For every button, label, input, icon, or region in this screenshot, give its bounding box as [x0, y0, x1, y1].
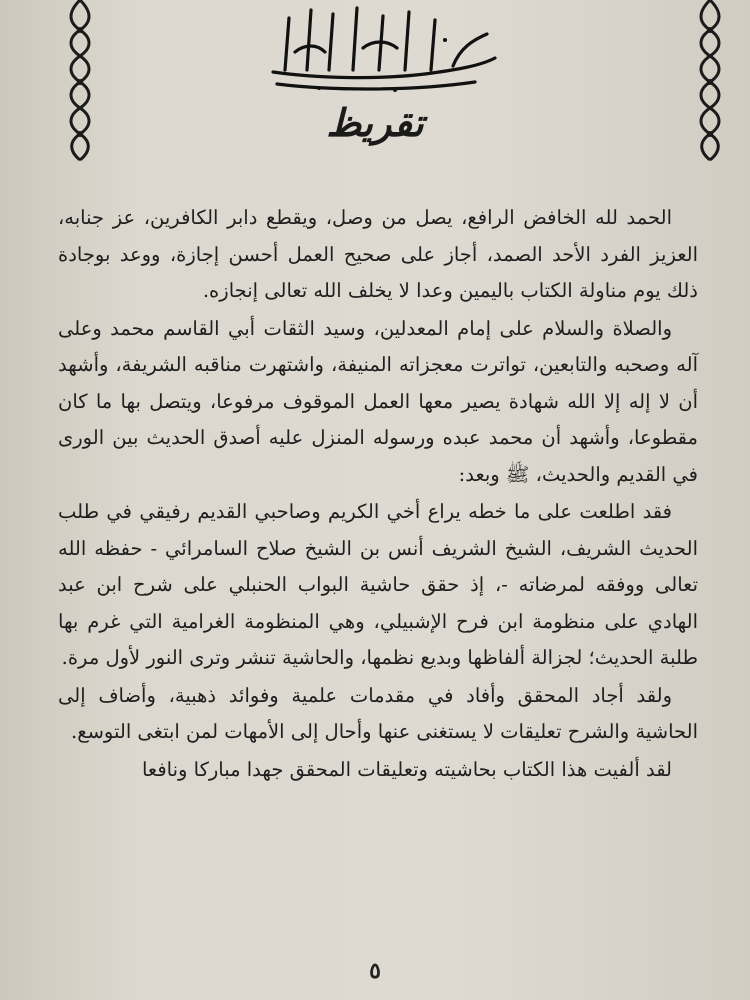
paragraph: ولقد أجاد المحقق وأفاد في مقدمات علمية وفوائد ذهبية، وأضاف إلى الحاشية والشرح تعليقات لا يستغنى عنها وأحال إلى الأمهات لمن ابتغى التوسع.	[58, 683, 698, 743]
paragraph: الحمد لله الخافض الرافع، يصل من وصل، ويقطع دابر الكافرين، عز جنابه، العزيز الفرد الأحد الصمد، أجاز على صحيح العمل أحسن إجازة، ووعد بوجادة ذلك يوم مناولة الكتاب باليمين وعدا لا يخلف الله تعالى إنجازه.	[58, 206, 698, 302]
basmala-calligraphy	[255, 0, 505, 95]
border-ornament-left	[60, 0, 100, 165]
page-number: ٥	[369, 958, 381, 984]
section-heading: تقريظ	[326, 99, 424, 145]
paragraph: والصلاة والسلام على إمام المعدلين، وسيد الثقات أبي القاسم محمد وعلى آله وصحبه والتابعين، تواترت معجزاته المنيفة، واشتهرت مناقبه الشريفة، وأشهد أن لا إله إلا الله شهادة يصير معها العمل الموقوف مرفوعا، ويتصل بها ما كان مقطوعا، وأشهد أن محمد عبده ورسوله المنزل عليه أصدق الحديث بين الورى في القديم والحديث، ﷺ وبعد:	[58, 316, 698, 486]
paragraph: لقد ألفيت هذا الكتاب بحاشيته وتعليقات المحقق جهدا مباركا ونافعا	[141, 757, 672, 781]
paragraph: فقد اطلعت على ما خطه يراع أخي الكريم وصاحبي القديم رفيقي في طلب الحديث الشريف، الشيخ الشريف أنس بن الشيخ صلاح السامرائي - حفظه الله تعالى ووفقه لمرضاته -، إذ حقق حاشية البواب الحنبلي على شرح ابن عبد الهادي على منظومة ابن فرح الإشبيلي، وهي المنظومة الغرامية التي غرم بها طلبة الحديث؛ لجزالة ألفاظها وبديع نظمها، والحاشية تنشر وترى النور لأول مرة.	[58, 500, 698, 669]
body-text	[58, 200, 698, 788]
border-ornament-right	[690, 0, 730, 165]
